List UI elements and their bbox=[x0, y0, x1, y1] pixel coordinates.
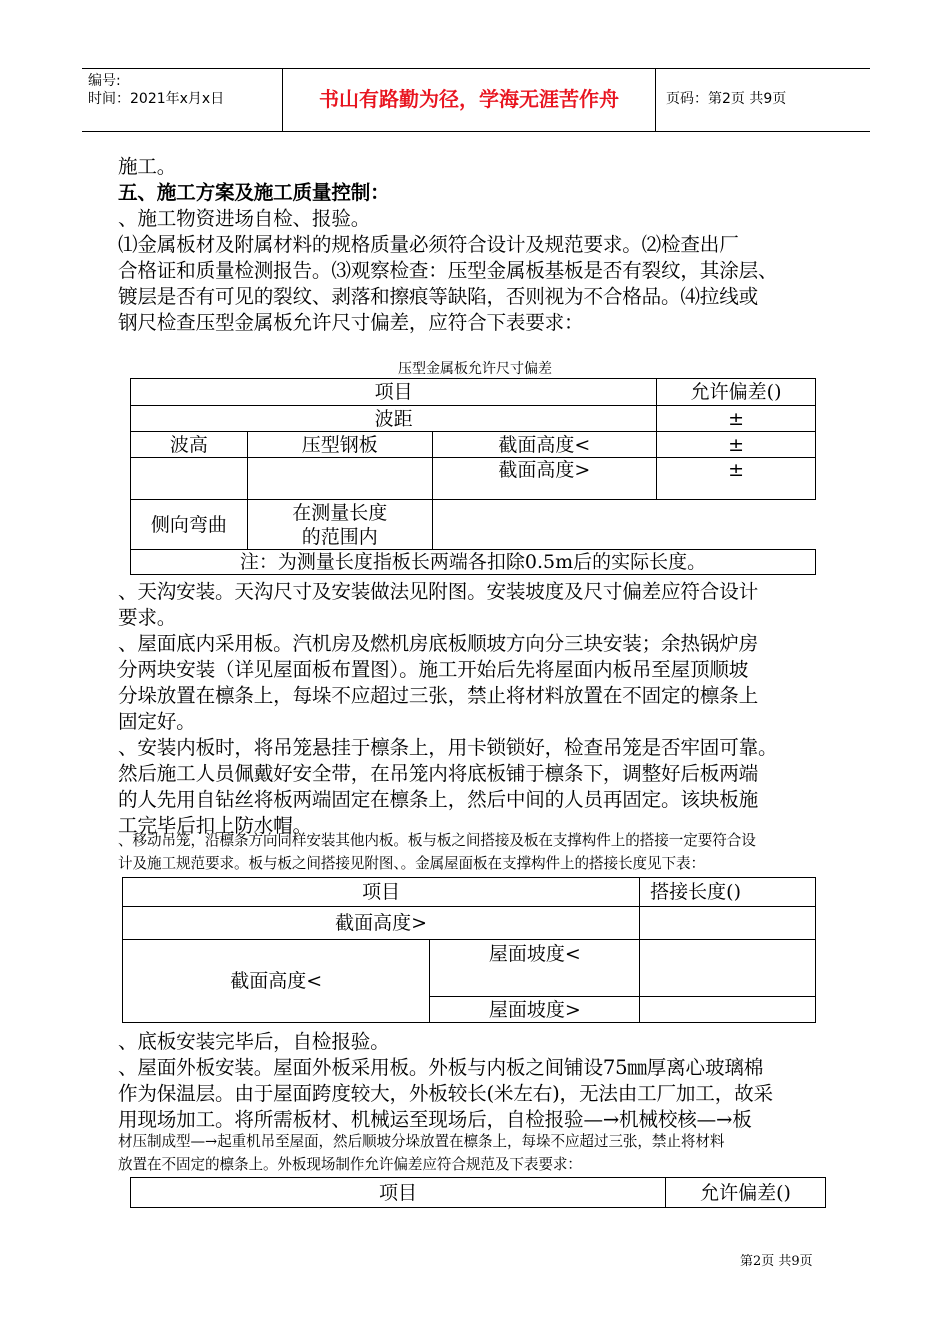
table-row bbox=[123, 878, 816, 907]
header-page-number: 页码：第2页 共9页 bbox=[666, 91, 787, 107]
table-cell: 屋面坡度< bbox=[430, 940, 640, 997]
body-line: 、施工物资进场自检、报验。 bbox=[118, 207, 371, 230]
body-line: 、屋面外板安装。屋面外板采用板。外板与内板之间铺设75㎜厚离心玻璃棉 bbox=[118, 1056, 764, 1079]
table-header-item: 项目 bbox=[131, 379, 657, 406]
table-cell: 波距 bbox=[131, 406, 657, 432]
table-row bbox=[131, 379, 816, 406]
body-line: 、天沟安装。天沟尺寸及安装做法见附图。安装坡度及尺寸偏差应符合设计 bbox=[118, 580, 758, 603]
table-row bbox=[131, 458, 816, 500]
table-cell: ± bbox=[657, 458, 816, 500]
doc-number-label: 编号: bbox=[88, 73, 121, 89]
table-header-item: 项目 bbox=[123, 878, 640, 907]
body-line: 分两块安装（详见屋面板布置图）。施工开始后先将屋面内板吊至屋顶顺坡 bbox=[118, 658, 749, 681]
table-cell bbox=[640, 997, 816, 1023]
body-line: 放置在不固定的檩条上。外板现场制作允许偏差应符合规范及下表要求： bbox=[118, 1156, 582, 1173]
header-motto-cell bbox=[283, 69, 656, 131]
body-line: 合格证和质量检测报告。⑶观察检查：压型金属板基板是否有裂纹，其涂层、 bbox=[118, 259, 778, 282]
table1-caption: 压型金属板允许尺寸偏差 bbox=[398, 361, 552, 377]
table-header-item: 项目 bbox=[131, 1178, 666, 1208]
table-row bbox=[131, 406, 816, 432]
table-cell: 压型钢板 bbox=[247, 432, 432, 458]
table-cell: 截面高度> bbox=[432, 458, 657, 500]
table-row bbox=[131, 500, 816, 550]
body-line: 施工。 bbox=[118, 155, 177, 178]
body-line: 材压制成型—→起重机吊至屋面，然后顺坡分垛放置在檩条上，每垛不应超过三张，禁止将材料 bbox=[118, 1133, 725, 1150]
body-line: 钢尺检查压型金属板允许尺寸偏差，应符合下表要求： bbox=[118, 311, 584, 334]
table-row bbox=[123, 940, 816, 997]
page-header bbox=[82, 68, 870, 132]
table-header-length: 搭接长度() bbox=[640, 878, 816, 907]
table-cell: 截面高度< bbox=[432, 432, 657, 458]
header-motto: 书山有路勤为径，学海无涯苦作舟 bbox=[319, 87, 619, 111]
table-cell bbox=[432, 500, 815, 550]
table-row bbox=[131, 550, 816, 575]
table-cell: 侧向弯曲 bbox=[131, 500, 248, 550]
table-cell: 屋面坡度> bbox=[430, 997, 640, 1023]
body-line: 工完毕后扣上防水帽。 bbox=[118, 814, 312, 837]
table-cell: 截面高度> bbox=[123, 907, 640, 940]
table-row bbox=[131, 432, 816, 458]
body-line: 作为保温层。由于屋面跨度较大，外板较长(米左右)，无法由工厂加工，故采 bbox=[118, 1082, 773, 1105]
table-cell-line: 的范围内 bbox=[301, 525, 378, 548]
table-cell bbox=[131, 458, 248, 500]
body-line: 、移动吊笼，沿檩条方向同样安装其他内板。板与板之间搭接及板在支撑构件上的搭接一定要符合设 bbox=[118, 832, 756, 849]
body-line: 、安装内板时，将吊笼悬挂于檩条上，用卡锁锁好，检查吊笼是否牢固可靠。 bbox=[118, 736, 778, 759]
table-cell: 截面高度< bbox=[123, 940, 430, 1023]
body-line: 然后施工人员佩戴好安全带，在吊笼内将底板铺于檩条下，调整好后板两端 bbox=[118, 762, 758, 785]
body-line: 固定好。 bbox=[118, 710, 196, 733]
table-cell bbox=[247, 458, 432, 500]
body-line: 的人先用自钻丝将板两端固定在檩条上，然后中间的人员再固定。该块板施 bbox=[118, 788, 758, 811]
table-cell: 波高 bbox=[131, 432, 248, 458]
outer-panel-table bbox=[130, 1177, 826, 1208]
table-header-tolerance: 允许偏差() bbox=[657, 379, 816, 406]
header-meta bbox=[82, 69, 283, 131]
section-heading: 五、施工方案及施工质量控制： bbox=[118, 181, 390, 204]
table-cell bbox=[247, 500, 432, 550]
body-line: 计及施工规范要求。板与板之间搭接见附图、。金属屋面板在支撑构件上的搭接长度见下表： bbox=[118, 855, 705, 872]
overlap-table bbox=[122, 877, 816, 1023]
table-cell: ± bbox=[657, 432, 816, 458]
page-footer: 第2页 共9页 bbox=[740, 1254, 813, 1269]
table-cell bbox=[640, 907, 816, 940]
header-page-cell bbox=[656, 69, 870, 131]
doc-date: 时间：2021年x月x日 bbox=[88, 91, 225, 107]
body-line: ⑴金属板材及附属材料的规格质量必须符合设计及规范要求。⑵检查出厂 bbox=[118, 233, 739, 256]
table-cell-line: 在测量长度 bbox=[292, 501, 388, 524]
body-line: 用现场加工。将所需板材、机械运至现场后，自检报验—→机械校核—→板 bbox=[118, 1108, 752, 1131]
table-row bbox=[131, 1178, 826, 1208]
tolerance-table bbox=[130, 378, 816, 575]
body-line: 分垛放置在檩条上，每垛不应超过三张，禁止将材料放置在不固定的檩条上 bbox=[118, 684, 758, 707]
table-note: 注：为测量长度指板长两端各扣除0.5m后的实际长度。 bbox=[131, 550, 816, 575]
table-header-tolerance: 允许偏差() bbox=[666, 1178, 826, 1208]
body-line: 、底板安装完毕后，自检报验。 bbox=[118, 1030, 390, 1053]
table-cell: ± bbox=[657, 406, 816, 432]
body-line: 要求。 bbox=[118, 606, 177, 629]
table-cell bbox=[640, 940, 816, 997]
body-line: 镀层是否有可见的裂纹、剥落和擦痕等缺陷，否则视为不合格品。⑷拉线或 bbox=[118, 285, 758, 308]
body-line: 、屋面底内采用板。汽机房及燃机房底板顺坡方向分三块安装；余热锅炉房 bbox=[118, 632, 758, 655]
table-row bbox=[123, 907, 816, 940]
